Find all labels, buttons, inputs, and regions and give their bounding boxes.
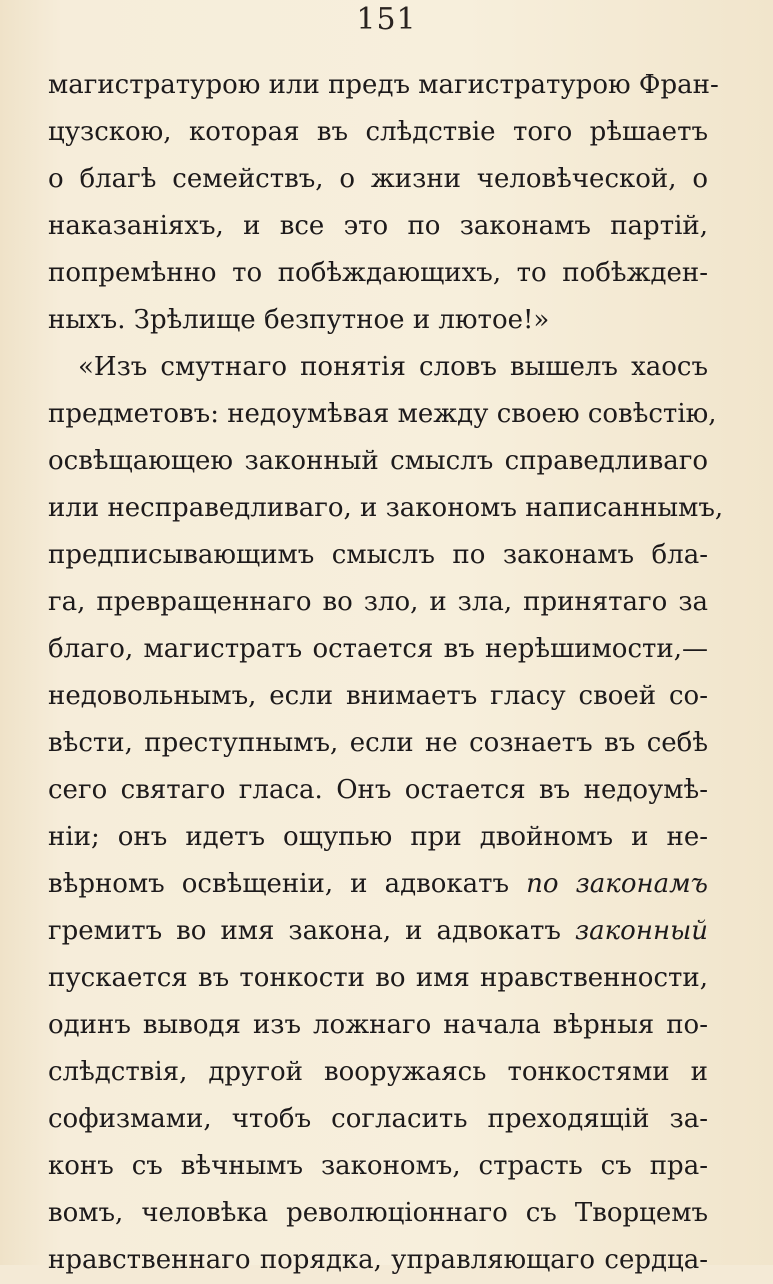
- paragraph-1: [48, 62, 719, 344]
- italic-phrase: законный: [574, 916, 708, 946]
- italic-phrase: по законамъ: [526, 869, 709, 899]
- text-fragment: гремитъ во имя закона, и адвокатъ: [48, 916, 561, 946]
- paragraph-2: [48, 344, 724, 1284]
- text-line: вомъ, человѣка революціоннаго съ Творцемъ: [48, 1198, 708, 1228]
- text-line: вѣсти, преступнымъ, если не сознаетъ въ себѣ: [48, 728, 708, 758]
- text-line: о благѣ семействъ, о жизни человѣческой, о: [48, 164, 708, 194]
- text-line: магистратурою или предъ магистратурою Фран-: [48, 70, 719, 100]
- text-line: или несправедливаго, и закономъ написаннымъ,: [48, 493, 724, 523]
- text-line: [48, 861, 708, 908]
- page-number: 151: [356, 2, 417, 37]
- text-line: цузскою, которая въ слѣдствіе того рѣшаетъ: [48, 117, 708, 147]
- text-line: слѣдствія, другой вооружаясь тонкостями и: [48, 1057, 708, 1087]
- text-line: ніи; онъ идетъ ощупью при двойномъ и не-: [48, 822, 708, 852]
- text-line: предписывающимъ смыслъ по законамъ бла-: [48, 540, 708, 570]
- text-line: пускается въ тонкости во имя нравственности,: [48, 963, 708, 993]
- text-fragment: вѣрномъ освѣщеніи, и адвокатъ: [48, 869, 510, 899]
- text-line: благо, магистратъ остается въ нерѣшимости,—: [48, 634, 708, 664]
- text-line: ныхъ. Зрѣлище безпутное и лютое!»: [48, 305, 550, 335]
- text-line: софизмами, чтобъ согласить преходящій за-: [48, 1104, 708, 1134]
- text-line: попремѣнно то побѣждающихъ, то побѣжден-: [48, 258, 708, 288]
- text-line: одинъ выводя изъ ложнаго начала вѣрныя по-: [48, 1010, 708, 1040]
- text-line: освѣщающею законный смыслъ справедливаго: [48, 446, 708, 476]
- text-line: сего святаго гласа. Онъ остается въ недоумѣ-: [48, 775, 708, 805]
- text-line: предметовъ: недоумѣвая между своею совѣстію,: [48, 399, 717, 429]
- text-line: [48, 908, 708, 955]
- text-line: недовольнымъ, если внимаетъ гласу своей со-: [48, 681, 708, 711]
- text-line: «Изъ смутнаго понятія словъ вышелъ хаосъ: [78, 352, 708, 382]
- text-line: конъ съ вѣчнымъ закономъ, страсть съ пра-: [48, 1151, 708, 1181]
- text-line: нравственнаго порядка, управляющаго сердца-: [48, 1245, 708, 1275]
- text-line: наказаніяхъ, и все это по законамъ партій,: [48, 211, 708, 241]
- text-line: га, превращеннаго во зло, и зла, принятаго за: [48, 587, 708, 617]
